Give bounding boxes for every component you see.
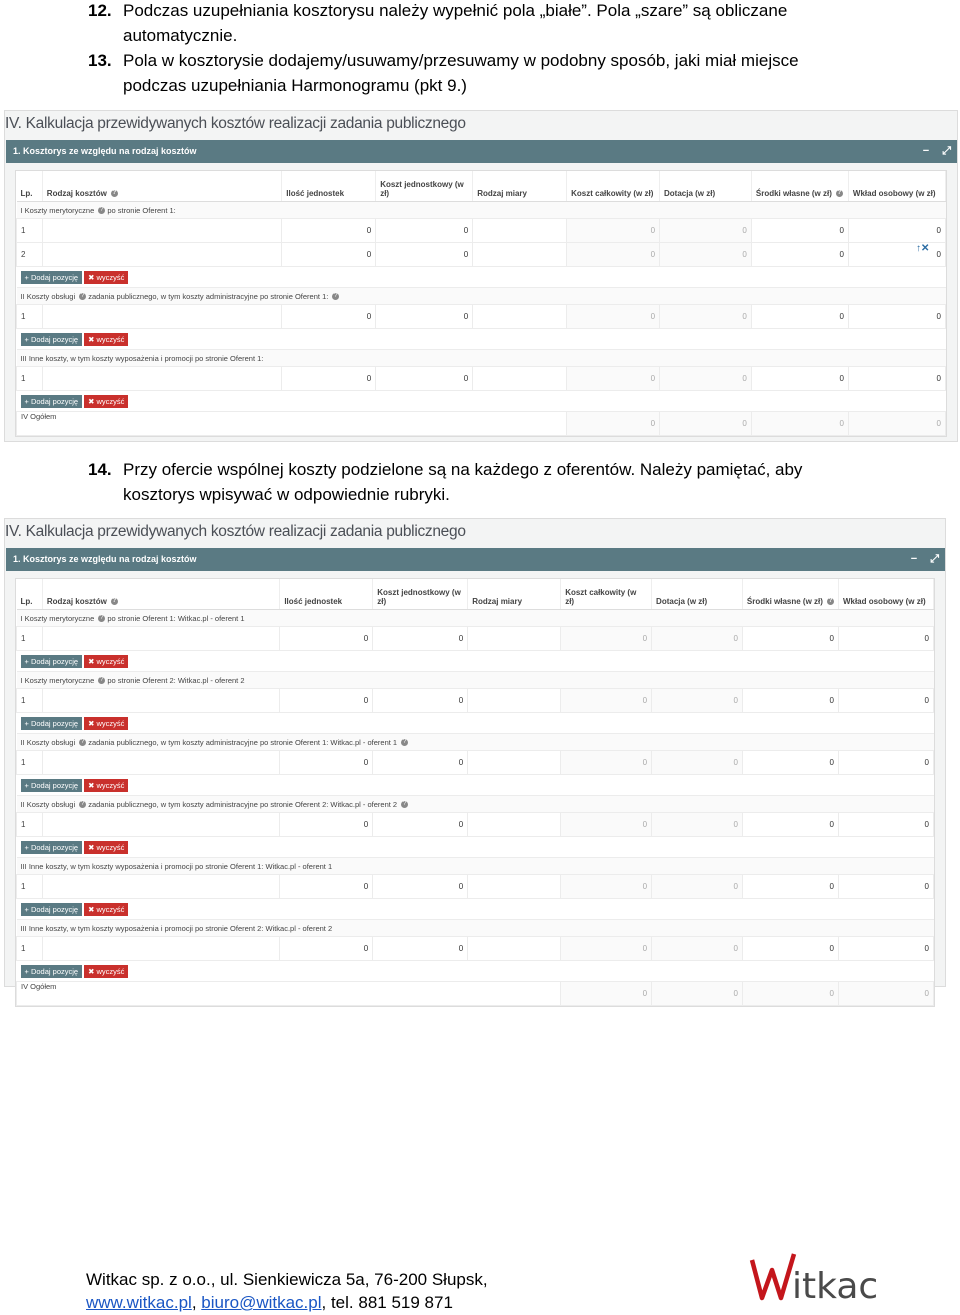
section-row: I Koszty merytoryczne ? po stronie Oferent 1: bbox=[17, 202, 946, 219]
cost-table-container bbox=[15, 578, 935, 1007]
col-rodzaj: Rodzaj kosztów ? bbox=[42, 171, 281, 202]
add-position-button[interactable]: + Dodaj pozycję bbox=[21, 333, 83, 346]
col-koszt-jedn: Koszt jednostkowy (w zł) bbox=[376, 171, 473, 202]
cost-table bbox=[16, 579, 934, 1006]
total-row: IV Ogółem 0 0 0 0 bbox=[17, 412, 946, 436]
ilosc-input[interactable]: 0 bbox=[282, 367, 376, 391]
add-position-button[interactable]: + Dodaj pozycję bbox=[21, 655, 83, 668]
help-icon[interactable]: ? bbox=[100, 207, 104, 214]
action-row bbox=[17, 775, 934, 796]
ilosc-input[interactable]: 0 bbox=[280, 937, 373, 961]
action-row bbox=[17, 391, 946, 412]
rodzaj-input[interactable] bbox=[42, 305, 281, 329]
section-row: III Inne koszty, w tym koszty wyposażenia i promocji po stronie Oferent 2: Witkac.pl - oferent 2 bbox=[17, 920, 934, 937]
step-14 bbox=[0, 457, 823, 507]
table-row: 1 0 0 0 0 0 0 bbox=[17, 875, 934, 899]
minimize-icon[interactable]: − bbox=[910, 553, 918, 565]
cost-table bbox=[16, 171, 946, 436]
srodki-input[interactable]: 0 bbox=[742, 627, 838, 651]
miara-input[interactable] bbox=[473, 243, 567, 267]
table-row: 1 0 0 0 0 0 0 bbox=[17, 367, 946, 391]
section-row: III Inne koszty, w tym koszty wyposażenia i promocji po stronie Oferent 1: Witkac.pl - oferent 1 bbox=[17, 858, 934, 875]
srodki-input[interactable]: 0 bbox=[742, 751, 838, 775]
col-dotacja: Dotacja (w zł) bbox=[660, 171, 752, 202]
miara-input[interactable] bbox=[468, 937, 561, 961]
wklad-input[interactable]: 0 bbox=[848, 305, 945, 329]
help-icon[interactable]: ? bbox=[837, 190, 842, 197]
row-move-delete-icons[interactable]: ↑✕ bbox=[916, 243, 930, 254]
panel-title: 1. Kosztorys ze względu na rodzaj kosztów bbox=[13, 554, 197, 564]
koszt-jedn-input[interactable]: 0 bbox=[373, 751, 468, 775]
clear-button[interactable]: ✖ wyczyść bbox=[84, 779, 128, 792]
col-koszt-calk: Koszt całkowity (w zł) bbox=[561, 579, 652, 610]
help-icon[interactable]: ? bbox=[402, 801, 407, 808]
rodzaj-input[interactable] bbox=[42, 627, 280, 651]
email-link[interactable]: biuro@witkac.pl bbox=[201, 1293, 322, 1312]
section-row: III Inne koszty, w tym koszty wyposażenia i promocji po stronie Oferent 1: bbox=[17, 350, 946, 367]
koszt-jedn-input[interactable]: 0 bbox=[373, 689, 468, 713]
table-row: 1 0 0 0 0 0 0 bbox=[17, 627, 934, 651]
col-wklad: Wkład osobowy (w zł) bbox=[838, 579, 933, 610]
add-position-button[interactable]: + Dodaj pozycję bbox=[21, 841, 83, 854]
col-miara: Rodzaj miary bbox=[468, 579, 561, 610]
table-header-row bbox=[17, 171, 946, 202]
srodki-input[interactable]: 0 bbox=[742, 813, 838, 837]
footer-links: www.witkac.pl, biuro@witkac.pl, tel. 881 519 871 bbox=[86, 1293, 453, 1312]
cost-table-body bbox=[17, 610, 934, 982]
witkac-logo-mark bbox=[748, 1248, 898, 1308]
table-row: 1 0 0 0 0 0 0 bbox=[17, 937, 934, 961]
wklad-input[interactable]: 0 bbox=[848, 219, 945, 243]
wklad-input[interactable]: 0 bbox=[838, 813, 933, 837]
miara-input[interactable] bbox=[473, 367, 567, 391]
col-miara: Rodzaj miary bbox=[473, 171, 567, 202]
koszt-jedn-input[interactable]: 0 bbox=[376, 305, 473, 329]
instructions-top bbox=[0, 0, 960, 100]
col-ilosc: Ilość jednostek bbox=[282, 171, 376, 202]
cost-estimate-screenshot-2 bbox=[4, 518, 946, 998]
miara-input[interactable] bbox=[468, 689, 561, 713]
minimize-icon[interactable]: − bbox=[922, 145, 930, 157]
svg-text:itkac: itkac bbox=[792, 1266, 879, 1307]
panel-header bbox=[6, 140, 957, 163]
srodki-input[interactable]: 0 bbox=[742, 689, 838, 713]
footer-address: Witkac sp. z o.o., ul. Sienkiewicza 5a, 76-200 Słupsk, bbox=[86, 1270, 488, 1289]
koszt-jedn-input[interactable]: 0 bbox=[376, 243, 473, 267]
miara-input[interactable] bbox=[468, 875, 561, 899]
add-position-button[interactable]: + Dodaj pozycję bbox=[21, 965, 83, 978]
step-number: 14. bbox=[88, 460, 112, 479]
action-row bbox=[17, 329, 946, 350]
wklad-input[interactable]: 0 bbox=[838, 875, 933, 899]
rodzaj-input[interactable] bbox=[42, 937, 280, 961]
col-srodki: Środki własne (w zł) ? bbox=[751, 171, 848, 202]
section-title: IV. Kalkulacja przewidywanych kosztów realizacji zadania publicznego bbox=[5, 523, 466, 540]
srodki-input[interactable]: 0 bbox=[751, 243, 848, 267]
table-row: 1 0 0 0 0 0 0 bbox=[17, 219, 946, 243]
help-icon[interactable]: ? bbox=[80, 801, 85, 808]
koszt-jedn-input[interactable]: 0 bbox=[373, 875, 468, 899]
help-icon[interactable]: ? bbox=[334, 293, 338, 300]
srodki-input[interactable]: 0 bbox=[742, 875, 838, 899]
miara-input[interactable] bbox=[468, 813, 561, 837]
koszt-jedn-input[interactable]: 0 bbox=[373, 937, 468, 961]
clear-button[interactable]: ✖ wyczyść bbox=[84, 717, 128, 730]
srodki-input[interactable]: 0 bbox=[751, 367, 848, 391]
ilosc-input[interactable]: 0 bbox=[282, 243, 376, 267]
help-icon[interactable]: ? bbox=[112, 598, 117, 605]
step-number: 13. bbox=[88, 51, 112, 70]
col-wklad: Wkład osobowy (w zł) bbox=[848, 171, 945, 202]
ilosc-input[interactable]: 0 bbox=[282, 305, 376, 329]
col-lp: Lp. bbox=[17, 579, 43, 610]
srodki-input[interactable]: 0 bbox=[751, 219, 848, 243]
wklad-input[interactable]: 0 bbox=[838, 937, 933, 961]
clear-button[interactable]: ✖ wyczyść bbox=[84, 271, 128, 284]
panel-controls bbox=[901, 548, 939, 571]
section-row: II Koszty obsługi ? zadania publicznego, w tym koszty administracyjne po stronie Oferent 2: Witkac.pl - oferent 2 ? bbox=[17, 796, 934, 813]
rodzaj-input[interactable] bbox=[42, 689, 280, 713]
ilosc-input[interactable]: 0 bbox=[280, 627, 373, 651]
step-text: Przy ofercie wspólnej koszty podzielone są na każdego z oferentów. Należy pamiętać, aby kosztorys wpisywać w odpowiednie rubryki. bbox=[123, 460, 803, 504]
koszt-jedn-input[interactable]: 0 bbox=[373, 627, 468, 651]
miara-input[interactable] bbox=[468, 627, 561, 651]
clear-button[interactable]: ✖ wyczyść bbox=[84, 655, 128, 668]
section-title: IV. Kalkulacja przewidywanych kosztów realizacji zadania publicznego bbox=[5, 115, 466, 132]
table-header-row bbox=[17, 579, 934, 610]
total-row: IV Ogółem 0 0 0 0 bbox=[17, 982, 934, 1006]
step-text: Podczas uzupełniania kosztorysu należy wypełnić pola „białe”. Pola „szare” są obliczane automatycznie. bbox=[123, 1, 788, 45]
step-number: 12. bbox=[88, 1, 112, 20]
srodki-input[interactable]: 0 bbox=[751, 305, 848, 329]
help-icon[interactable]: ? bbox=[100, 615, 104, 622]
help-icon[interactable]: ? bbox=[100, 677, 104, 684]
add-position-button[interactable]: + Dodaj pozycję bbox=[21, 903, 83, 916]
add-position-button[interactable]: + Dodaj pozycję bbox=[21, 395, 83, 408]
website-link[interactable]: www.witkac.pl bbox=[86, 1293, 192, 1312]
step-12 bbox=[0, 0, 823, 48]
col-dotacja: Dotacja (w zł) bbox=[652, 579, 743, 610]
col-rodzaj: Rodzaj kosztów ? bbox=[42, 579, 280, 610]
help-icon[interactable]: ? bbox=[80, 293, 85, 300]
help-icon[interactable]: ? bbox=[828, 598, 833, 605]
expand-icon[interactable]: ⤢ bbox=[942, 145, 951, 157]
help-icon[interactable]: ? bbox=[80, 739, 85, 746]
rodzaj-input[interactable] bbox=[42, 751, 280, 775]
wklad-input[interactable]: 0 bbox=[838, 627, 933, 651]
col-lp: Lp. bbox=[17, 171, 43, 202]
panel-header bbox=[6, 548, 945, 571]
action-row bbox=[17, 651, 934, 672]
help-icon[interactable]: ? bbox=[112, 190, 117, 197]
clear-button[interactable]: ✖ wyczyść bbox=[84, 395, 128, 408]
ilosc-input[interactable]: 0 bbox=[280, 813, 373, 837]
table-row: 1 0 0 0 0 0 0 bbox=[17, 305, 946, 329]
section-row: I Koszty merytoryczne ? po stronie Oferent 2: Witkac.pl - oferent 2 bbox=[17, 672, 934, 689]
step-text: Pola w kosztorysie dodajemy/usuwamy/przesuwamy w podobny sposób, jaki miał miejsce podczas uzupełniania Harmonogramu (pkt 9.) bbox=[123, 51, 799, 95]
ilosc-input[interactable]: 0 bbox=[280, 751, 373, 775]
instructions-bottom bbox=[0, 457, 960, 507]
col-srodki: Środki własne (w zł) ? bbox=[742, 579, 838, 610]
clear-button[interactable]: ✖ wyczyść bbox=[84, 333, 128, 346]
cost-table-container bbox=[15, 170, 947, 437]
action-row bbox=[17, 961, 934, 982]
clear-button[interactable]: ✖ wyczyść bbox=[84, 841, 128, 854]
action-row bbox=[17, 899, 934, 920]
section-row: II Koszty obsługi ? zadania publicznego, w tym koszty administracyjne po stronie Oferent 1: Witkac.pl - oferent 1 ? bbox=[17, 734, 934, 751]
ilosc-input[interactable]: 0 bbox=[280, 689, 373, 713]
col-koszt-jedn: Koszt jednostkowy (w zł) bbox=[373, 579, 468, 610]
wklad-input[interactable]: 0 bbox=[848, 243, 945, 267]
action-row bbox=[17, 713, 934, 734]
koszt-jedn-input[interactable]: 0 bbox=[376, 367, 473, 391]
table-row: 1 0 0 0 0 0 0 bbox=[17, 813, 934, 837]
expand-icon[interactable]: ⤢ bbox=[930, 553, 939, 565]
koszt-jedn-input[interactable]: 0 bbox=[373, 813, 468, 837]
srodki-input[interactable]: 0 bbox=[742, 937, 838, 961]
add-position-button[interactable]: + Dodaj pozycję bbox=[21, 779, 83, 792]
col-ilosc: Ilość jednostek bbox=[280, 579, 373, 610]
rodzaj-input[interactable] bbox=[42, 243, 281, 267]
footer-contact bbox=[86, 1268, 488, 1314]
rodzaj-input[interactable] bbox=[42, 219, 281, 243]
action-row bbox=[17, 837, 934, 858]
rodzaj-input[interactable] bbox=[42, 813, 280, 837]
koszt-jedn-input[interactable]: 0 bbox=[376, 219, 473, 243]
wklad-input[interactable]: 0 bbox=[838, 751, 933, 775]
miara-input[interactable] bbox=[473, 219, 567, 243]
ilosc-input[interactable]: 0 bbox=[280, 875, 373, 899]
miara-input[interactable] bbox=[468, 751, 561, 775]
witkac-logo bbox=[748, 1248, 898, 1308]
section-row: I Koszty merytoryczne ? po stronie Oferent 1: Witkac.pl - oferent 1 bbox=[17, 610, 934, 627]
add-position-button[interactable]: + Dodaj pozycję bbox=[21, 717, 83, 730]
miara-input[interactable] bbox=[473, 305, 567, 329]
step-13 bbox=[0, 48, 823, 98]
ilosc-input[interactable]: 0 bbox=[282, 219, 376, 243]
clear-button[interactable]: ✖ wyczyść bbox=[84, 965, 128, 978]
wklad-input[interactable]: 0 bbox=[848, 367, 945, 391]
wklad-input[interactable]: 0 bbox=[838, 689, 933, 713]
action-row bbox=[17, 267, 946, 288]
table-row: 1 0 0 0 0 0 0 bbox=[17, 689, 934, 713]
col-koszt-calk: Koszt całkowity (w zł) bbox=[567, 171, 660, 202]
table-row: 1 0 0 0 0 0 0 bbox=[17, 751, 934, 775]
add-position-button[interactable]: + Dodaj pozycję bbox=[21, 271, 83, 284]
rodzaj-input[interactable] bbox=[42, 875, 280, 899]
panel-title: 1. Kosztorys ze względu na rodzaj kosztów bbox=[13, 146, 197, 156]
table-row: 2 0 0 0 0 0 0 bbox=[17, 243, 946, 267]
rodzaj-input[interactable] bbox=[42, 367, 281, 391]
section-row: II Koszty obsługi ? zadania publicznego, w tym koszty administracyjne po stronie Oferent 1: ? bbox=[17, 288, 946, 305]
cost-estimate-screenshot-1 bbox=[4, 110, 958, 442]
clear-button[interactable]: ✖ wyczyść bbox=[84, 903, 128, 916]
panel-controls bbox=[913, 140, 951, 163]
help-icon[interactable]: ? bbox=[402, 739, 407, 746]
